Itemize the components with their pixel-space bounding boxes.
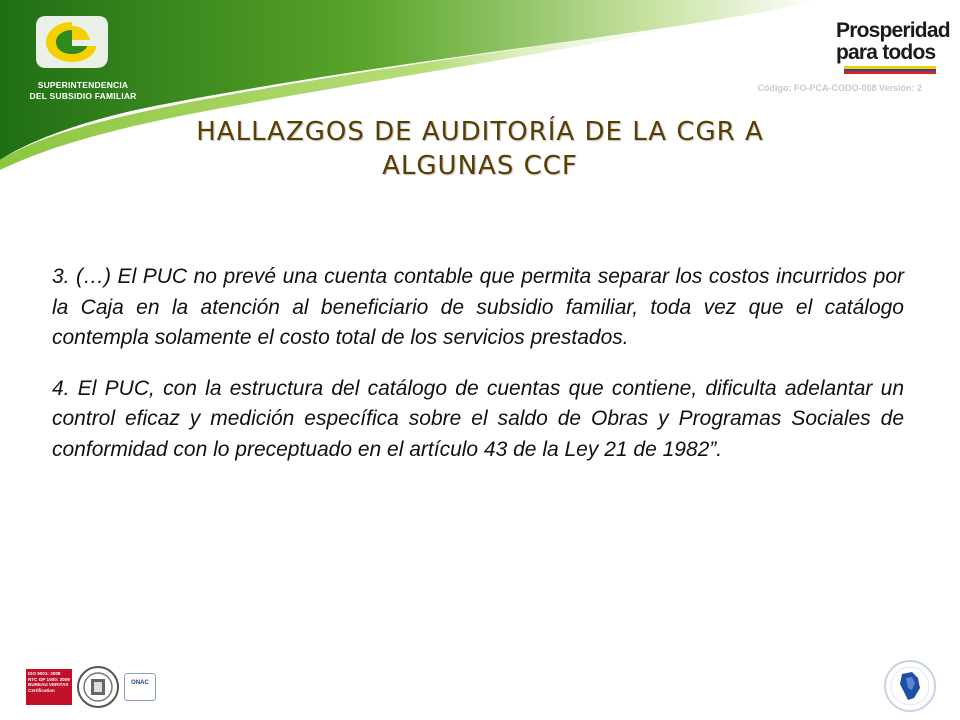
organization-name-line-1: SUPERINTENDENCIA (37, 80, 129, 90)
finding-paragraph-4: 4. El PUC, con la estructura del catálogo de cuentas que contiene, dificulta adelantar un control eficaz y medición específica sobre el saldo de Obras y Programas Sociales de conformidad con lo preceptuado en el artículo 43 de la Ley 21 de 1982”. (52, 376, 904, 461)
slide-title-line-2: ALGUNAS CCF (382, 151, 578, 181)
colombia-map-seal-icon (882, 658, 938, 714)
flag-stripe-red (844, 71, 936, 74)
government-slogan (836, 19, 950, 64)
org-logo (10, 10, 137, 110)
onac-logo-icon (124, 673, 156, 701)
certification-logos (26, 663, 156, 709)
slogan-line-2: para todos (836, 41, 936, 64)
cert-line-4: Certification (28, 687, 55, 693)
superintendencia-logo-icon (32, 12, 112, 72)
cert-line-2: NTC GP 1000: 2009 (28, 676, 70, 682)
finding-paragraph-3: 3. (…) El PUC no prevé una cuenta contable que permita separar los costos incurridos por la Caja en la atención al beneficiario de subsidio familiar, toda vez que el catálogo contempla solamente el costo total de los servicios prestados. (52, 265, 904, 349)
slide-title-line-1: HALLAZGOS DE AUDITORÍA DE LA CGR A (196, 117, 764, 147)
onac-label: ONAC (131, 680, 149, 686)
cert-line-1: ISO 9001: 2008 (28, 671, 61, 676)
organization-name (28, 80, 138, 102)
slogan-line-1: Prosperidad (836, 19, 950, 42)
iso-certification-badge (26, 669, 72, 705)
slide-body (52, 262, 904, 485)
cert-line-3: BUREAU VERITAS (28, 682, 69, 688)
flag-stripes (844, 66, 936, 74)
organization-name-line-2: DEL SUBSIDIO FAMILIAR (29, 91, 137, 101)
bureau-veritas-seal-icon (76, 665, 120, 709)
document-code: Código: FO-PCA-CODO-008 Versión: 2 (757, 83, 922, 93)
slide-title (150, 115, 810, 183)
